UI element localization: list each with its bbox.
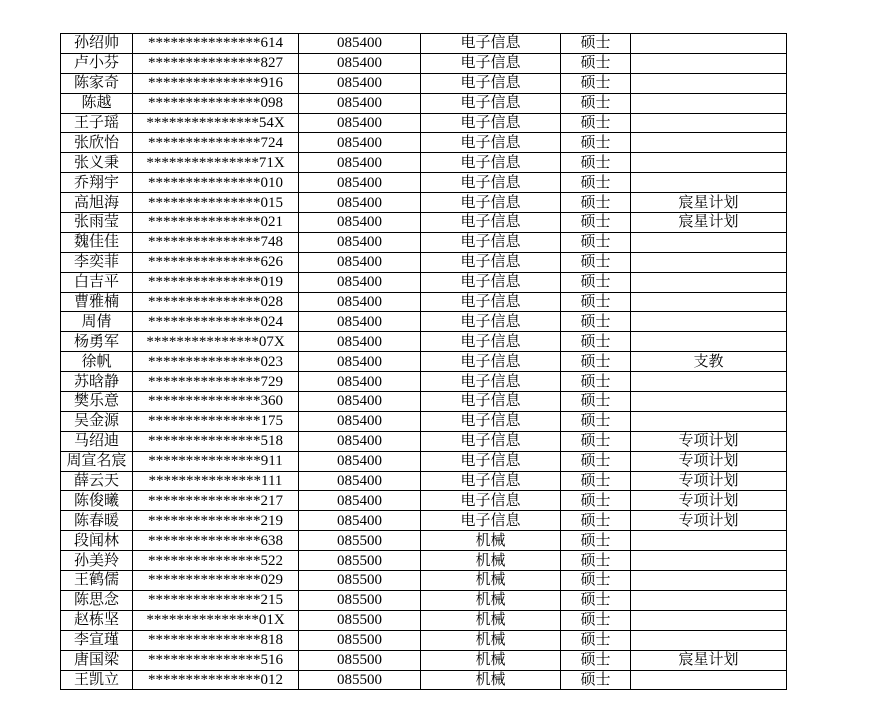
id-cell: ***************54X (133, 113, 299, 133)
table-row (61, 153, 787, 173)
degree-cell: 硕士 (561, 272, 631, 292)
code-cell: 085500 (299, 670, 421, 690)
id-cell: ***************748 (133, 232, 299, 252)
name-cell: 杨勇军 (61, 332, 133, 352)
code-cell: 085400 (299, 133, 421, 153)
table-row (61, 93, 787, 113)
table-row (61, 332, 787, 352)
note-cell: 支教 (631, 352, 787, 372)
degree-cell: 硕士 (561, 232, 631, 252)
code-cell: 085400 (299, 332, 421, 352)
code-cell: 085500 (299, 610, 421, 630)
code-cell: 085500 (299, 630, 421, 650)
major-cell: 电子信息 (421, 193, 561, 213)
major-cell: 电子信息 (421, 332, 561, 352)
code-cell: 085400 (299, 34, 421, 54)
name-cell: 段闻林 (61, 531, 133, 551)
code-cell: 085400 (299, 252, 421, 272)
degree-cell: 硕士 (561, 93, 631, 113)
name-cell: 王子瑶 (61, 113, 133, 133)
major-cell: 电子信息 (421, 34, 561, 54)
note-cell (631, 173, 787, 193)
id-cell: ***************818 (133, 630, 299, 650)
degree-cell: 硕士 (561, 670, 631, 690)
id-cell: ***************029 (133, 571, 299, 591)
name-cell: 周倩 (61, 312, 133, 332)
note-cell (631, 312, 787, 332)
major-cell: 电子信息 (421, 113, 561, 133)
id-cell: ***************516 (133, 650, 299, 670)
major-cell: 电子信息 (421, 232, 561, 252)
major-cell: 机械 (421, 571, 561, 591)
table-row (61, 113, 787, 133)
name-cell: 魏佳佳 (61, 232, 133, 252)
code-cell: 085400 (299, 292, 421, 312)
code-cell: 085400 (299, 173, 421, 193)
table-row (61, 133, 787, 153)
table-row (61, 372, 787, 392)
major-cell: 电子信息 (421, 352, 561, 372)
admission-table (60, 33, 787, 690)
note-cell (631, 392, 787, 412)
table-row (61, 431, 787, 451)
major-cell: 电子信息 (421, 411, 561, 431)
code-cell: 085400 (299, 93, 421, 113)
name-cell: 马绍迪 (61, 431, 133, 451)
note-cell (631, 411, 787, 431)
table-row (61, 272, 787, 292)
table-row (61, 650, 787, 670)
note-cell (631, 153, 787, 173)
id-cell: ***************015 (133, 193, 299, 213)
code-cell: 085500 (299, 531, 421, 551)
note-cell (631, 590, 787, 610)
table-row (61, 411, 787, 431)
note-cell (631, 610, 787, 630)
code-cell: 085400 (299, 272, 421, 292)
name-cell: 乔翔宇 (61, 173, 133, 193)
name-cell: 吴金源 (61, 411, 133, 431)
degree-cell: 硕士 (561, 531, 631, 551)
id-cell: ***************911 (133, 451, 299, 471)
note-cell (631, 372, 787, 392)
note-cell: 宸星计划 (631, 193, 787, 213)
id-cell: ***************215 (133, 590, 299, 610)
table-row (61, 451, 787, 471)
major-cell: 电子信息 (421, 272, 561, 292)
degree-cell: 硕士 (561, 511, 631, 531)
degree-cell: 硕士 (561, 113, 631, 133)
name-cell: 张义秉 (61, 153, 133, 173)
code-cell: 085500 (299, 590, 421, 610)
note-cell (631, 670, 787, 690)
major-cell: 电子信息 (421, 292, 561, 312)
name-cell: 周宣名宸 (61, 451, 133, 471)
code-cell: 085400 (299, 213, 421, 233)
major-cell: 电子信息 (421, 372, 561, 392)
major-cell: 机械 (421, 630, 561, 650)
code-cell: 085400 (299, 392, 421, 412)
name-cell: 赵栋坚 (61, 610, 133, 630)
name-cell: 陈越 (61, 93, 133, 113)
table-body (61, 34, 787, 690)
degree-cell: 硕士 (561, 153, 631, 173)
id-cell: ***************638 (133, 531, 299, 551)
id-cell: ***************827 (133, 53, 299, 73)
name-cell: 曹雅楠 (61, 292, 133, 312)
major-cell: 电子信息 (421, 471, 561, 491)
code-cell: 085500 (299, 650, 421, 670)
degree-cell: 硕士 (561, 372, 631, 392)
major-cell: 电子信息 (421, 312, 561, 332)
code-cell: 085500 (299, 571, 421, 591)
table-row (61, 670, 787, 690)
name-cell: 樊乐意 (61, 392, 133, 412)
name-cell: 王鹤儒 (61, 571, 133, 591)
code-cell: 085400 (299, 193, 421, 213)
degree-cell: 硕士 (561, 551, 631, 571)
major-cell: 电子信息 (421, 252, 561, 272)
degree-cell: 硕士 (561, 252, 631, 272)
table-row (61, 630, 787, 650)
major-cell: 电子信息 (421, 73, 561, 93)
id-cell: ***************729 (133, 372, 299, 392)
note-cell (631, 113, 787, 133)
major-cell: 电子信息 (421, 133, 561, 153)
table-row (61, 213, 787, 233)
note-cell (631, 252, 787, 272)
note-cell (631, 332, 787, 352)
degree-cell: 硕士 (561, 193, 631, 213)
id-cell: ***************626 (133, 252, 299, 272)
note-cell (631, 551, 787, 571)
name-cell: 高旭海 (61, 193, 133, 213)
note-cell: 专项计划 (631, 511, 787, 531)
table-row (61, 471, 787, 491)
degree-cell: 硕士 (561, 630, 631, 650)
degree-cell: 硕士 (561, 451, 631, 471)
major-cell: 机械 (421, 650, 561, 670)
note-cell (631, 34, 787, 54)
id-cell: ***************012 (133, 670, 299, 690)
table-row (61, 73, 787, 93)
id-cell: ***************07X (133, 332, 299, 352)
degree-cell: 硕士 (561, 133, 631, 153)
note-cell (631, 630, 787, 650)
degree-cell: 硕士 (561, 411, 631, 431)
major-cell: 机械 (421, 531, 561, 551)
note-cell: 宸星计划 (631, 650, 787, 670)
table-row (61, 34, 787, 54)
table-row (61, 491, 787, 511)
code-cell: 085400 (299, 372, 421, 392)
note-cell: 宸星计划 (631, 213, 787, 233)
note-cell: 专项计划 (631, 491, 787, 511)
id-cell: ***************019 (133, 272, 299, 292)
note-cell (631, 272, 787, 292)
table-row (61, 511, 787, 531)
note-cell: 专项计划 (631, 451, 787, 471)
degree-cell: 硕士 (561, 431, 631, 451)
table-row (61, 392, 787, 412)
degree-cell: 硕士 (561, 571, 631, 591)
degree-cell: 硕士 (561, 491, 631, 511)
major-cell: 电子信息 (421, 511, 561, 531)
degree-cell: 硕士 (561, 292, 631, 312)
id-cell: ***************217 (133, 491, 299, 511)
degree-cell: 硕士 (561, 650, 631, 670)
code-cell: 085400 (299, 73, 421, 93)
code-cell: 085400 (299, 431, 421, 451)
table-row (61, 312, 787, 332)
code-cell: 085400 (299, 53, 421, 73)
id-cell: ***************360 (133, 392, 299, 412)
degree-cell: 硕士 (561, 34, 631, 54)
table-row (61, 252, 787, 272)
degree-cell: 硕士 (561, 471, 631, 491)
degree-cell: 硕士 (561, 213, 631, 233)
name-cell: 唐国梁 (61, 650, 133, 670)
name-cell: 孙美羚 (61, 551, 133, 571)
id-cell: ***************01X (133, 610, 299, 630)
major-cell: 机械 (421, 590, 561, 610)
degree-cell: 硕士 (561, 312, 631, 332)
degree-cell: 硕士 (561, 392, 631, 412)
name-cell: 孙绍帅 (61, 34, 133, 54)
name-cell: 张雨莹 (61, 213, 133, 233)
name-cell: 陈春暖 (61, 511, 133, 531)
major-cell: 电子信息 (421, 451, 561, 471)
note-cell: 专项计划 (631, 431, 787, 451)
id-cell: ***************219 (133, 511, 299, 531)
code-cell: 085400 (299, 153, 421, 173)
degree-cell: 硕士 (561, 352, 631, 372)
degree-cell: 硕士 (561, 73, 631, 93)
name-cell: 卢小芬 (61, 53, 133, 73)
name-cell: 李奕菲 (61, 252, 133, 272)
table-row (61, 292, 787, 312)
note-cell (631, 232, 787, 252)
code-cell: 085500 (299, 551, 421, 571)
degree-cell: 硕士 (561, 332, 631, 352)
note-cell (631, 292, 787, 312)
name-cell: 李宣瑾 (61, 630, 133, 650)
name-cell: 徐帆 (61, 352, 133, 372)
code-cell: 085400 (299, 352, 421, 372)
id-cell: ***************724 (133, 133, 299, 153)
major-cell: 电子信息 (421, 392, 561, 412)
id-cell: ***************175 (133, 411, 299, 431)
degree-cell: 硕士 (561, 610, 631, 630)
degree-cell: 硕士 (561, 53, 631, 73)
code-cell: 085400 (299, 471, 421, 491)
table-row (61, 571, 787, 591)
table-row (61, 193, 787, 213)
major-cell: 电子信息 (421, 491, 561, 511)
major-cell: 机械 (421, 670, 561, 690)
table-row (61, 590, 787, 610)
id-cell: ***************098 (133, 93, 299, 113)
id-cell: ***************614 (133, 34, 299, 54)
name-cell: 张欣怡 (61, 133, 133, 153)
name-cell: 苏晗静 (61, 372, 133, 392)
id-cell: ***************916 (133, 73, 299, 93)
degree-cell: 硕士 (561, 590, 631, 610)
table-row (61, 551, 787, 571)
id-cell: ***************028 (133, 292, 299, 312)
major-cell: 电子信息 (421, 53, 561, 73)
note-cell: 专项计划 (631, 471, 787, 491)
major-cell: 电子信息 (421, 213, 561, 233)
code-cell: 085400 (299, 491, 421, 511)
major-cell: 电子信息 (421, 153, 561, 173)
code-cell: 085400 (299, 511, 421, 531)
id-cell: ***************023 (133, 352, 299, 372)
major-cell: 电子信息 (421, 173, 561, 193)
table-row (61, 173, 787, 193)
id-cell: ***************522 (133, 551, 299, 571)
id-cell: ***************024 (133, 312, 299, 332)
note-cell (631, 531, 787, 551)
note-cell (631, 93, 787, 113)
name-cell: 薛云天 (61, 471, 133, 491)
major-cell: 电子信息 (421, 93, 561, 113)
note-cell (631, 73, 787, 93)
name-cell: 陈俊曦 (61, 491, 133, 511)
table-row (61, 53, 787, 73)
name-cell: 陈思念 (61, 590, 133, 610)
degree-cell: 硕士 (561, 173, 631, 193)
table-row (61, 232, 787, 252)
major-cell: 电子信息 (421, 431, 561, 451)
id-cell: ***************518 (133, 431, 299, 451)
note-cell (631, 53, 787, 73)
code-cell: 085400 (299, 113, 421, 133)
major-cell: 机械 (421, 610, 561, 630)
table-row (61, 531, 787, 551)
note-cell (631, 571, 787, 591)
id-cell: ***************010 (133, 173, 299, 193)
code-cell: 085400 (299, 232, 421, 252)
major-cell: 机械 (421, 551, 561, 571)
id-cell: ***************71X (133, 153, 299, 173)
note-cell (631, 133, 787, 153)
code-cell: 085400 (299, 312, 421, 332)
table-row (61, 610, 787, 630)
code-cell: 085400 (299, 451, 421, 471)
table-row (61, 352, 787, 372)
name-cell: 陈家奇 (61, 73, 133, 93)
name-cell: 王凯立 (61, 670, 133, 690)
id-cell: ***************021 (133, 213, 299, 233)
name-cell: 白吉平 (61, 272, 133, 292)
id-cell: ***************111 (133, 471, 299, 491)
code-cell: 085400 (299, 411, 421, 431)
